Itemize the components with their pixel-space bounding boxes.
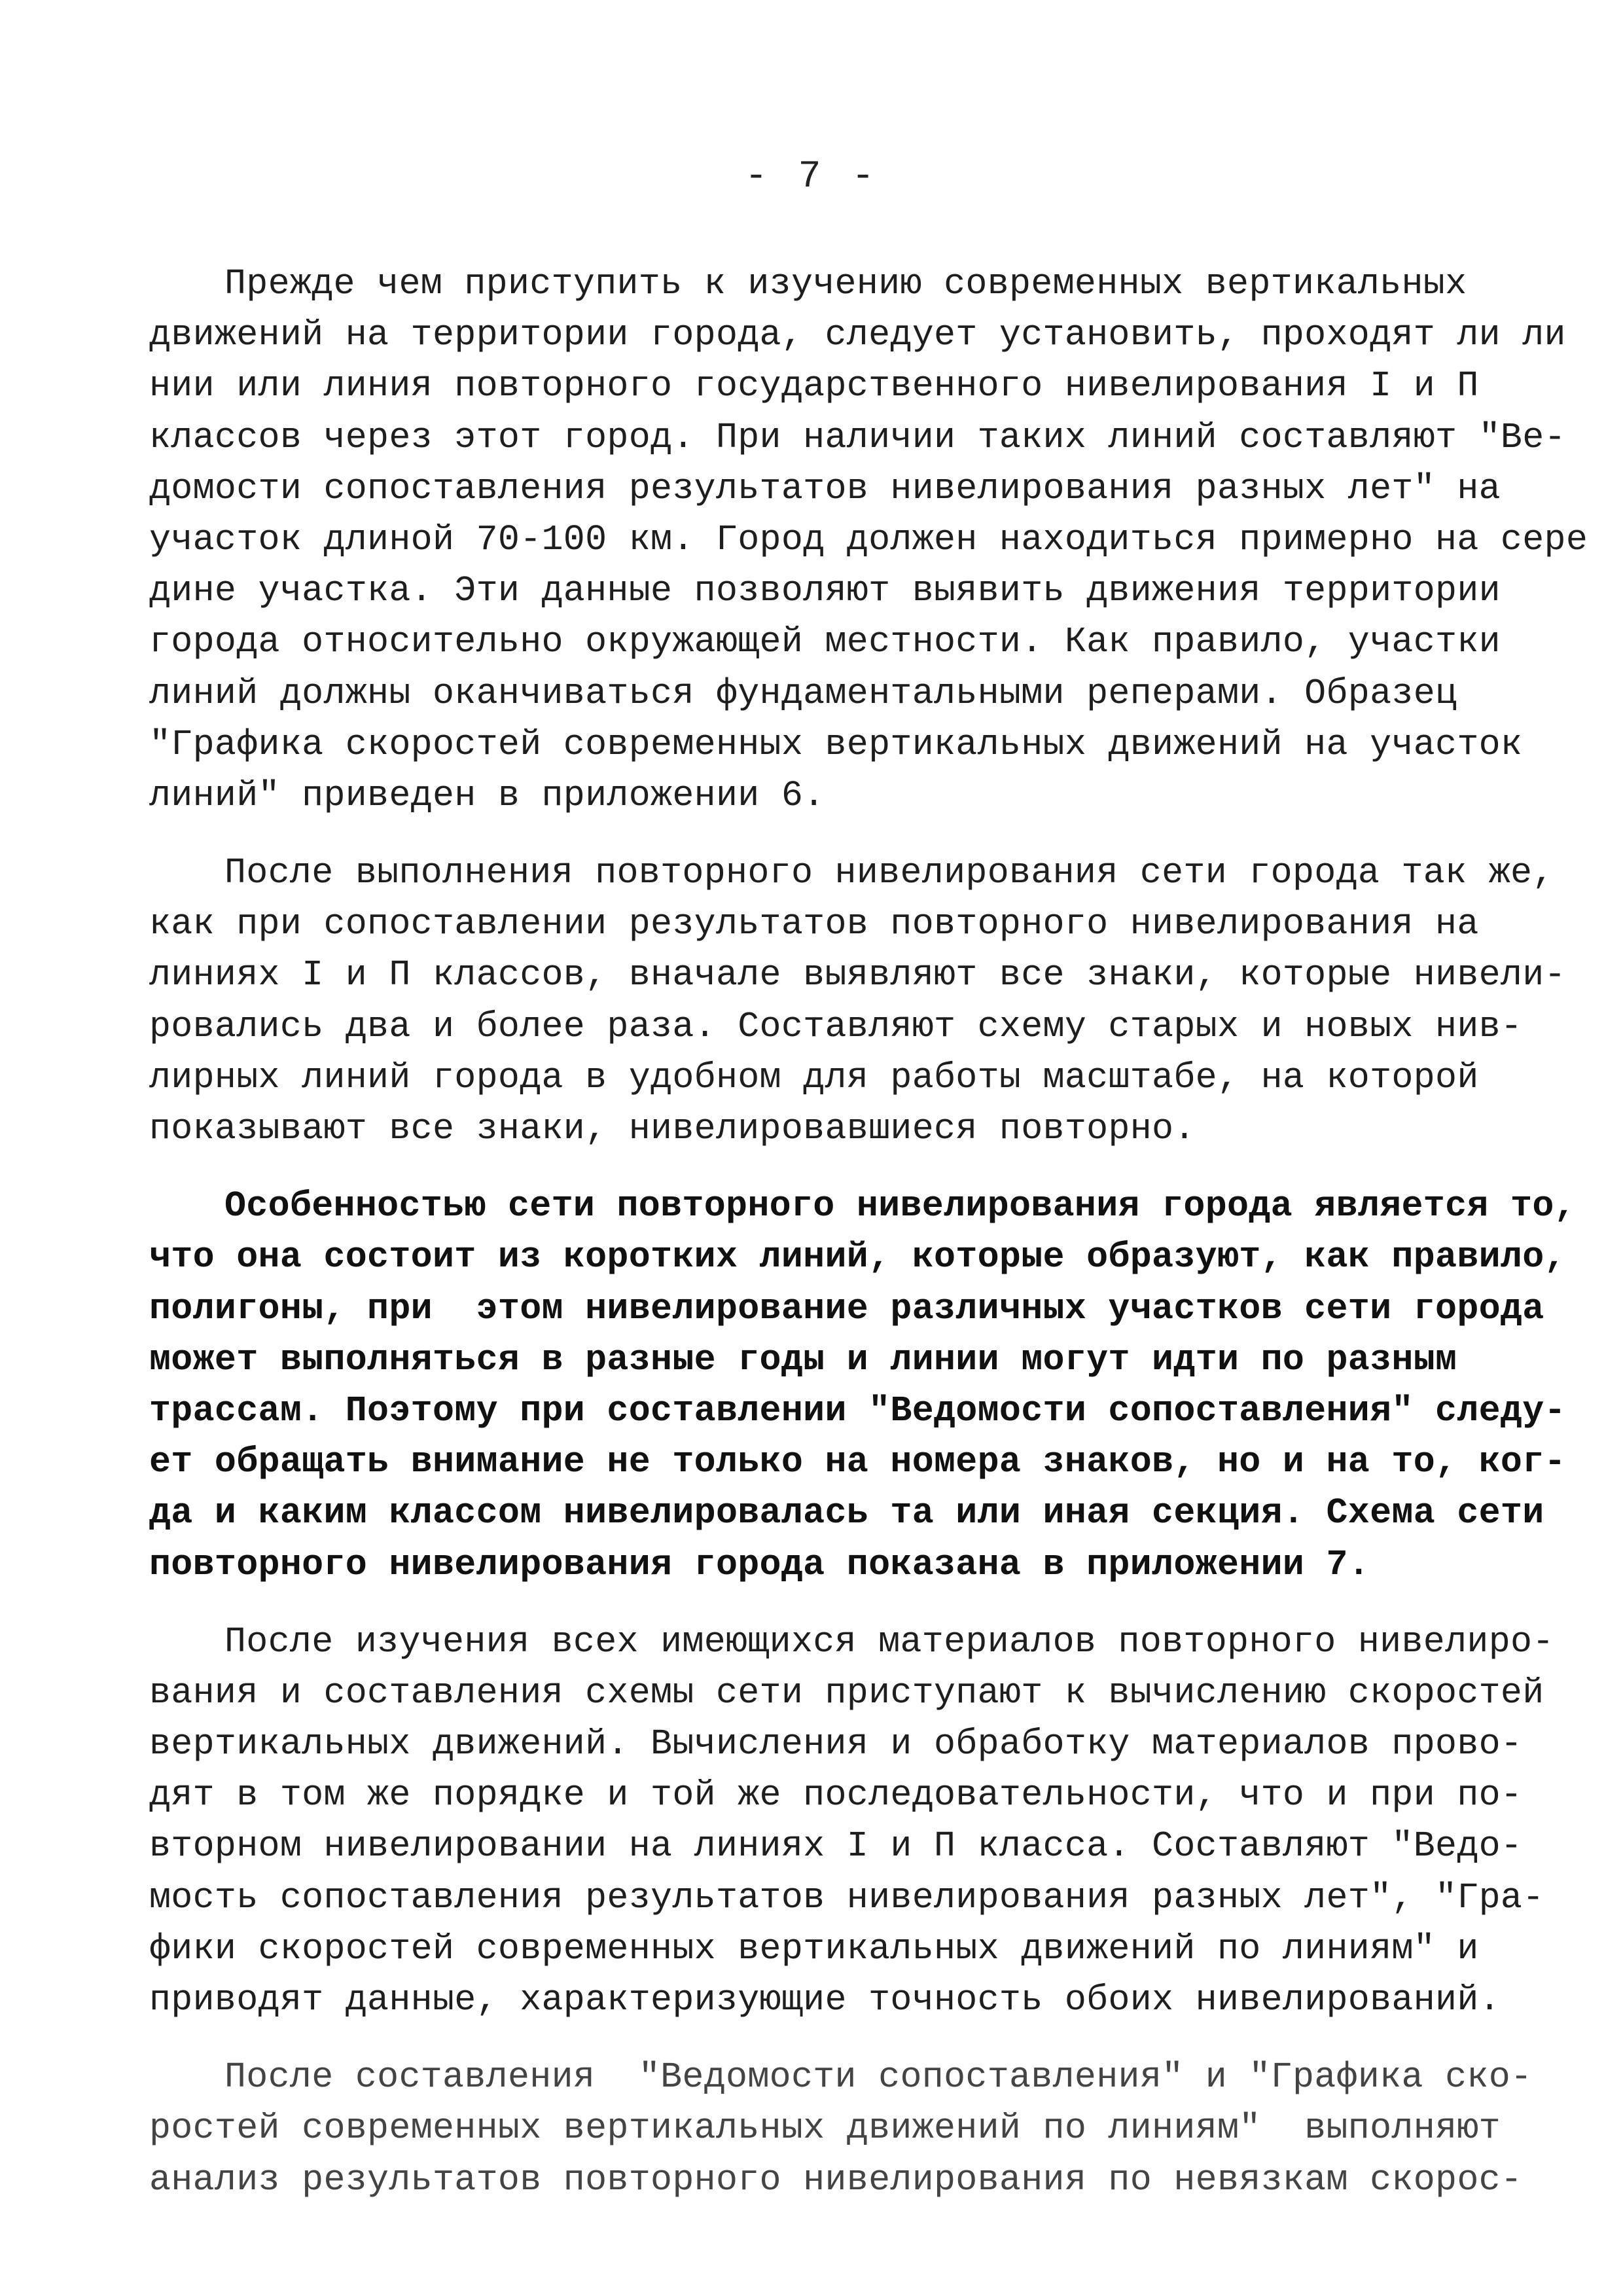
text-line: города относительно окружающей местности. Как правило, участки bbox=[149, 621, 1501, 663]
text-line: движений на территории города, следует установить, проходят ли ли bbox=[149, 314, 1566, 356]
text-line: участок длиной 70-100 км. Город должен находиться примерно на сере bbox=[149, 518, 1588, 560]
text-line: дят в том же порядке и той же последовательности, что и при по- bbox=[149, 1774, 1523, 1816]
text-line: После составления "Ведомости сопоставления" и "Графика ско- bbox=[224, 2056, 1533, 2098]
text-line: вания и составления схемы сети приступают к вычислению скоростей bbox=[149, 1672, 1544, 1713]
body-text bbox=[149, 259, 1588, 2232]
text-line: фики скоростей современных вертикальных движений по линиям" и bbox=[149, 1928, 1479, 1969]
text-line: дине участка. Эти данные позволяют выявить движения территории bbox=[149, 570, 1501, 612]
text-line: да и каким классом нивелировалась та или иная секция. Схема сети bbox=[149, 1492, 1544, 1534]
text-line: трассам. Поэтому при составлении "Ведомости сопоставления" следу- bbox=[149, 1390, 1566, 1431]
text-line: линиях I и П классов, вначале выявляют все знаки, которые нивели- bbox=[149, 954, 1566, 996]
text-line: классов через этот город. При наличии таких линий составляют "Ве- bbox=[149, 416, 1566, 458]
paragraph-1 bbox=[149, 259, 1588, 821]
paragraph-5 bbox=[149, 2052, 1533, 2206]
text-line: мость сопоставления результатов нивелирования разных лет", "Гра- bbox=[149, 1876, 1544, 1918]
text-line: полигоны, при этом нивелирование различных участков сети города bbox=[149, 1287, 1544, 1329]
text-line: ровались два и более раза. Составляют схему старых и новых нив- bbox=[149, 1005, 1523, 1047]
text-line: Особенностью сети повторного нивелирования города является то, bbox=[224, 1185, 1576, 1227]
text-line: как при сопоставлении результатов повторного нивелирования на bbox=[149, 903, 1479, 945]
text-line: линий должны оканчиваться фундаментальными реперами. Образец bbox=[149, 672, 1457, 714]
text-line: домости сопоставления результатов нивелирования разных лет" на bbox=[149, 467, 1501, 509]
text-line: может выполняться в разные годы и линии могут идти по разным bbox=[149, 1338, 1457, 1380]
text-line: показывают все знаки, нивелировавшиеся повторно. bbox=[149, 1108, 1196, 1149]
text-line: вторном нивелировании на линиях I и П класса. Составляют "Ведо- bbox=[149, 1825, 1523, 1867]
paragraph-2 bbox=[149, 848, 1566, 1155]
text-line: После изучения всех имеющихся материалов повторного нивелиро- bbox=[224, 1621, 1554, 1662]
text-line: вертикальных движений. Вычисления и обработку материалов прово- bbox=[149, 1723, 1523, 1765]
text-line: что она состоит из коротких линий, которые образуют, как правило, bbox=[149, 1236, 1566, 1278]
text-line: лирных линий города в удобном для работы масштабе, на которой bbox=[149, 1056, 1479, 1098]
text-line: приводят данные, характеризующие точность обоих нивелирований. bbox=[149, 1979, 1501, 2020]
text-line: ет обращать внимание не только на номера знаков, но и на то, ког- bbox=[149, 1441, 1566, 1483]
text-line: Прежде чем приступить к изучению современных вертикальных bbox=[224, 263, 1467, 304]
text-line: После выполнения повторного нивелирования сети города так же, bbox=[224, 852, 1554, 894]
paragraph-3 bbox=[149, 1181, 1576, 1590]
text-line: повторного нивелирования города показана в приложении 7. bbox=[149, 1543, 1370, 1585]
paragraph-4 bbox=[149, 1617, 1554, 2026]
text-line: ростей современных вертикальных движений по линиям" выполняют bbox=[149, 2108, 1501, 2149]
text-line: нии или линия повторного государственного нивелирования I и П bbox=[149, 365, 1479, 407]
text-line: анализ результатов повторного нивелирования по невязкам скорос- bbox=[149, 2159, 1523, 2200]
page-number: - 7 - bbox=[744, 156, 879, 198]
text-line: линий" приведен в приложении 6. bbox=[149, 774, 825, 816]
text-line: "Графика скоростей современных вертикальных движений на участок bbox=[149, 723, 1523, 765]
